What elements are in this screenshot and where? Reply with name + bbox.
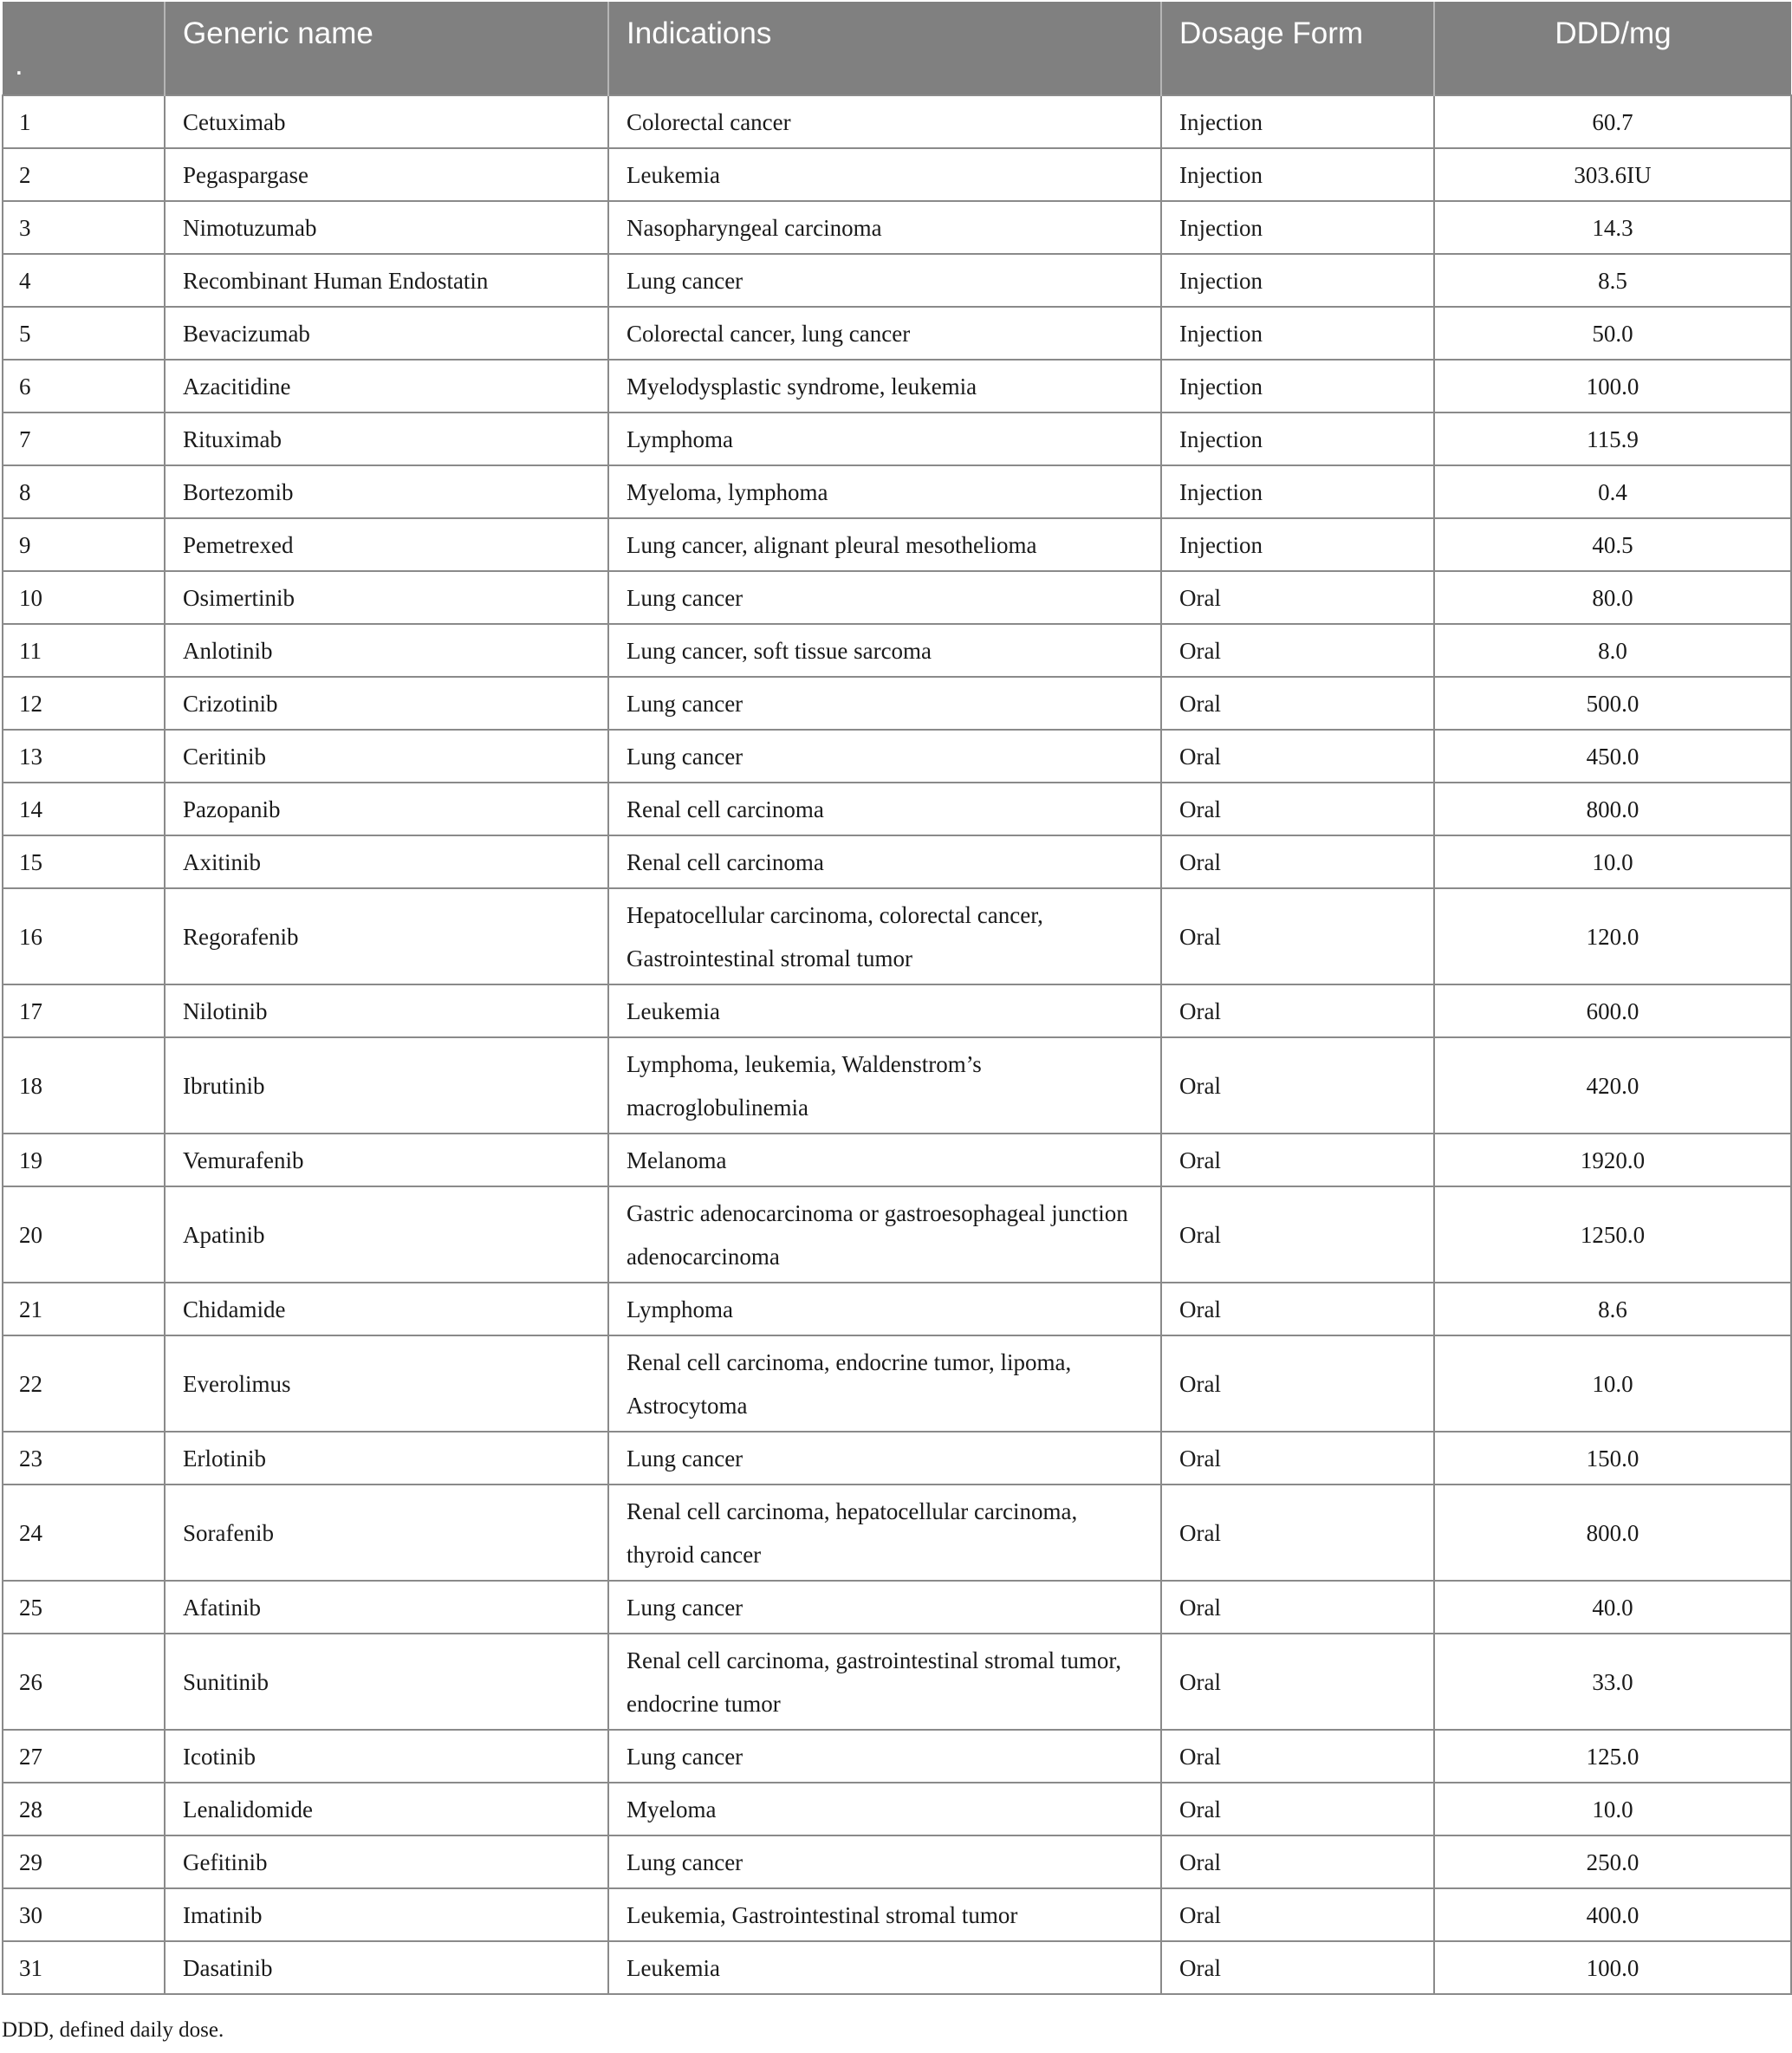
- cell-no: 11: [3, 624, 165, 677]
- cell-indications: Leukemia: [608, 148, 1161, 201]
- cell-ddd: 450.0: [1434, 730, 1791, 783]
- cell-generic-name: Nimotuzumab: [165, 201, 608, 254]
- cell-generic-name: Azacitidine: [165, 360, 608, 413]
- cell-indications: Nasopharyngeal carcinoma: [608, 201, 1161, 254]
- cell-dosage-form: Oral: [1161, 835, 1434, 888]
- cell-ddd: 1250.0: [1434, 1186, 1791, 1283]
- cell-indications: Lung cancer: [608, 1730, 1161, 1783]
- cell-generic-name: Pemetrexed: [165, 518, 608, 571]
- cell-indications: Colorectal cancer, lung cancer: [608, 307, 1161, 360]
- cell-no: 26: [3, 1634, 165, 1730]
- table-row: [3, 1581, 1791, 1634]
- cell-dosage-form: Oral: [1161, 783, 1434, 835]
- table-row: [3, 1941, 1791, 1994]
- cell-indications: Lung cancer: [608, 1835, 1161, 1888]
- drug-table-container: [2, 2, 1790, 1995]
- cell-dosage-form: Injection: [1161, 413, 1434, 465]
- cell-dosage-form: Oral: [1161, 1941, 1434, 1994]
- cell-ddd: 40.0: [1434, 1581, 1791, 1634]
- cell-indications: Hepatocellular carcinoma, colorectal cancer, Gastrointestinal stromal tumor: [608, 888, 1161, 984]
- cell-no: 22: [3, 1335, 165, 1432]
- table-body: [3, 95, 1791, 1994]
- cell-no: 14: [3, 783, 165, 835]
- cell-no: 5: [3, 307, 165, 360]
- table-row: [3, 413, 1791, 465]
- cell-generic-name: Crizotinib: [165, 677, 608, 730]
- cell-dosage-form: Oral: [1161, 1888, 1434, 1941]
- cell-no: 24: [3, 1485, 165, 1581]
- cell-dosage-form: Oral: [1161, 1634, 1434, 1730]
- table-row: [3, 1730, 1791, 1783]
- cell-dosage-form: Oral: [1161, 624, 1434, 677]
- cell-dosage-form: Injection: [1161, 465, 1434, 518]
- cell-dosage-form: Injection: [1161, 360, 1434, 413]
- cell-no: 4: [3, 254, 165, 307]
- cell-generic-name: Sunitinib: [165, 1634, 608, 1730]
- table-row: [3, 148, 1791, 201]
- cell-generic-name: Cetuximab: [165, 95, 608, 148]
- table-row: [3, 201, 1791, 254]
- cell-ddd: 80.0: [1434, 571, 1791, 624]
- table-row: [3, 624, 1791, 677]
- cell-generic-name: Axitinib: [165, 835, 608, 888]
- cell-indications: Lung cancer, alignant pleural mesothelioma: [608, 518, 1161, 571]
- cell-ddd: 250.0: [1434, 1835, 1791, 1888]
- cell-indications: Gastric adenocarcinoma or gastroesophageal junction adenocarcinoma: [608, 1186, 1161, 1283]
- cell-ddd: 115.9: [1434, 413, 1791, 465]
- cell-generic-name: Apatinib: [165, 1186, 608, 1283]
- cell-dosage-form: Oral: [1161, 1037, 1434, 1134]
- cell-ddd: 500.0: [1434, 677, 1791, 730]
- cell-generic-name: Lenalidomide: [165, 1783, 608, 1835]
- cell-indications: Melanoma: [608, 1134, 1161, 1186]
- cell-dosage-form: Oral: [1161, 1581, 1434, 1634]
- table-row: [3, 1634, 1791, 1730]
- cell-dosage-form: Injection: [1161, 148, 1434, 201]
- table-row: [3, 518, 1791, 571]
- cell-indications: Leukemia: [608, 1941, 1161, 1994]
- cell-generic-name: Gefitinib: [165, 1835, 608, 1888]
- cell-generic-name: Everolimus: [165, 1335, 608, 1432]
- cell-ddd: 420.0: [1434, 1037, 1791, 1134]
- cell-generic-name: Erlotinib: [165, 1432, 608, 1485]
- table-row: [3, 1335, 1791, 1432]
- cell-generic-name: Recombinant Human Endostatin: [165, 254, 608, 307]
- table-row: [3, 783, 1791, 835]
- cell-generic-name: Pegaspargase: [165, 148, 608, 201]
- cell-no: 23: [3, 1432, 165, 1485]
- cell-generic-name: Ceritinib: [165, 730, 608, 783]
- cell-no: 2: [3, 148, 165, 201]
- cell-ddd: 10.0: [1434, 1783, 1791, 1835]
- cell-dosage-form: Oral: [1161, 1485, 1434, 1581]
- cell-no: 15: [3, 835, 165, 888]
- cell-dosage-form: Oral: [1161, 571, 1434, 624]
- cell-ddd: 100.0: [1434, 1941, 1791, 1994]
- cell-ddd: 125.0: [1434, 1730, 1791, 1783]
- cell-indications: Lung cancer: [608, 1581, 1161, 1634]
- cell-generic-name: Imatinib: [165, 1888, 608, 1941]
- table-row: [3, 1283, 1791, 1335]
- cell-no: 1: [3, 95, 165, 148]
- cell-ddd: 50.0: [1434, 307, 1791, 360]
- cell-no: 6: [3, 360, 165, 413]
- cell-no: 21: [3, 1283, 165, 1335]
- cell-indications: Leukemia, Gastrointestinal stromal tumor: [608, 1888, 1161, 1941]
- cell-generic-name: Bevacizumab: [165, 307, 608, 360]
- cell-no: 9: [3, 518, 165, 571]
- header-generic-name: Generic name: [165, 2, 608, 95]
- cell-ddd: 8.0: [1434, 624, 1791, 677]
- cell-generic-name: Afatinib: [165, 1581, 608, 1634]
- table-row: [3, 360, 1791, 413]
- cell-dosage-form: Injection: [1161, 518, 1434, 571]
- cell-dosage-form: Oral: [1161, 888, 1434, 984]
- table-row: [3, 307, 1791, 360]
- cell-ddd: 0.4: [1434, 465, 1791, 518]
- cell-no: 3: [3, 201, 165, 254]
- cell-indications: Renal cell carcinoma, hepatocellular carcinoma, thyroid cancer: [608, 1485, 1161, 1581]
- cell-indications: Renal cell carcinoma: [608, 783, 1161, 835]
- cell-dosage-form: Oral: [1161, 1134, 1434, 1186]
- cell-dosage-form: Oral: [1161, 1730, 1434, 1783]
- cell-ddd: 14.3: [1434, 201, 1791, 254]
- cell-no: 10: [3, 571, 165, 624]
- cell-no: 30: [3, 1888, 165, 1941]
- cell-ddd: 100.0: [1434, 360, 1791, 413]
- cell-no: 25: [3, 1581, 165, 1634]
- cell-indications: Lung cancer: [608, 254, 1161, 307]
- cell-dosage-form: Oral: [1161, 1783, 1434, 1835]
- cell-ddd: 60.7: [1434, 95, 1791, 148]
- cell-indications: Lung cancer: [608, 1432, 1161, 1485]
- cell-ddd: 800.0: [1434, 1485, 1791, 1581]
- cell-dosage-form: Oral: [1161, 1283, 1434, 1335]
- cell-indications: Renal cell carcinoma, gastrointestinal stromal tumor, endocrine tumor: [608, 1634, 1161, 1730]
- cell-dosage-form: Injection: [1161, 307, 1434, 360]
- cell-indications: Leukemia: [608, 984, 1161, 1037]
- cell-no: 13: [3, 730, 165, 783]
- cell-ddd: 40.5: [1434, 518, 1791, 571]
- cell-indications: Lung cancer: [608, 730, 1161, 783]
- cell-no: 29: [3, 1835, 165, 1888]
- cell-indications: Lung cancer, soft tissue sarcoma: [608, 624, 1161, 677]
- cell-ddd: 8.6: [1434, 1283, 1791, 1335]
- cell-ddd: 10.0: [1434, 835, 1791, 888]
- cell-dosage-form: Injection: [1161, 254, 1434, 307]
- cell-dosage-form: Oral: [1161, 1835, 1434, 1888]
- cell-ddd: 33.0: [1434, 1634, 1791, 1730]
- cell-indications: Myelodysplastic syndrome, leukemia: [608, 360, 1161, 413]
- table-row: [3, 1134, 1791, 1186]
- table-row: [3, 1432, 1791, 1485]
- cell-ddd: 150.0: [1434, 1432, 1791, 1485]
- header-row: [3, 2, 1791, 95]
- cell-dosage-form: Oral: [1161, 1186, 1434, 1283]
- cell-no: 18: [3, 1037, 165, 1134]
- cell-dosage-form: Oral: [1161, 677, 1434, 730]
- cell-ddd: 800.0: [1434, 783, 1791, 835]
- table-row: [3, 730, 1791, 783]
- cell-dosage-form: Oral: [1161, 984, 1434, 1037]
- cell-dosage-form: Oral: [1161, 730, 1434, 783]
- cell-no: 8: [3, 465, 165, 518]
- table-row: [3, 1783, 1791, 1835]
- table-row: [3, 1888, 1791, 1941]
- cell-generic-name: Rituximab: [165, 413, 608, 465]
- table-row: [3, 677, 1791, 730]
- cell-generic-name: Osimertinib: [165, 571, 608, 624]
- table-row: [3, 254, 1791, 307]
- cell-indications: Myeloma: [608, 1783, 1161, 1835]
- table-row: [3, 95, 1791, 148]
- table-row: [3, 571, 1791, 624]
- cell-dosage-form: Injection: [1161, 201, 1434, 254]
- cell-ddd: 600.0: [1434, 984, 1791, 1037]
- cell-no: 19: [3, 1134, 165, 1186]
- drug-table: [2, 2, 1792, 1995]
- cell-indications: Lymphoma: [608, 1283, 1161, 1335]
- cell-indications: Lung cancer: [608, 571, 1161, 624]
- table-row: [3, 984, 1791, 1037]
- header-dosage-form: Dosage Form: [1161, 2, 1434, 95]
- cell-no: 16: [3, 888, 165, 984]
- table-row: [3, 835, 1791, 888]
- cell-indications: Myeloma, lymphoma: [608, 465, 1161, 518]
- cell-generic-name: Regorafenib: [165, 888, 608, 984]
- cell-indications: Lung cancer: [608, 677, 1161, 730]
- header-ddd: DDD/mg: [1434, 2, 1791, 95]
- cell-indications: Lymphoma: [608, 413, 1161, 465]
- cell-ddd: 120.0: [1434, 888, 1791, 984]
- cell-indications: Renal cell carcinoma, endocrine tumor, lipoma, Astrocytoma: [608, 1335, 1161, 1432]
- cell-ddd: 1920.0: [1434, 1134, 1791, 1186]
- cell-indications: Colorectal cancer: [608, 95, 1161, 148]
- cell-generic-name: Pazopanib: [165, 783, 608, 835]
- cell-generic-name: Icotinib: [165, 1730, 608, 1783]
- cell-no: 12: [3, 677, 165, 730]
- cell-ddd: 8.5: [1434, 254, 1791, 307]
- cell-generic-name: Ibrutinib: [165, 1037, 608, 1134]
- cell-no: 7: [3, 413, 165, 465]
- cell-dosage-form: Oral: [1161, 1432, 1434, 1485]
- cell-dosage-form: Injection: [1161, 95, 1434, 148]
- table-row: [3, 1835, 1791, 1888]
- table-footnote: DDD, defined daily dose.: [2, 2018, 224, 2042]
- table-row: [3, 1037, 1791, 1134]
- cell-ddd: 10.0: [1434, 1335, 1791, 1432]
- cell-ddd: 303.6IU: [1434, 148, 1791, 201]
- table-row: [3, 1186, 1791, 1283]
- cell-no: 17: [3, 984, 165, 1037]
- table-row: [3, 1485, 1791, 1581]
- cell-no: 20: [3, 1186, 165, 1283]
- table-row: [3, 888, 1791, 984]
- cell-dosage-form: Oral: [1161, 1335, 1434, 1432]
- table-header: [3, 2, 1791, 95]
- cell-generic-name: Dasatinib: [165, 1941, 608, 1994]
- header-indications: Indications: [608, 2, 1161, 95]
- cell-indications: Lymphoma, leukemia, Waldenstrom’s macroglobulinemia: [608, 1037, 1161, 1134]
- cell-generic-name: Bortezomib: [165, 465, 608, 518]
- cell-no: 28: [3, 1783, 165, 1835]
- cell-no: 27: [3, 1730, 165, 1783]
- table-row: [3, 465, 1791, 518]
- cell-generic-name: Nilotinib: [165, 984, 608, 1037]
- cell-generic-name: Chidamide: [165, 1283, 608, 1335]
- cell-no: 31: [3, 1941, 165, 1994]
- cell-indications: Renal cell carcinoma: [608, 835, 1161, 888]
- cell-generic-name: Vemurafenib: [165, 1134, 608, 1186]
- cell-generic-name: Anlotinib: [165, 624, 608, 677]
- header-no: .: [3, 2, 165, 95]
- cell-ddd: 400.0: [1434, 1888, 1791, 1941]
- cell-generic-name: Sorafenib: [165, 1485, 608, 1581]
